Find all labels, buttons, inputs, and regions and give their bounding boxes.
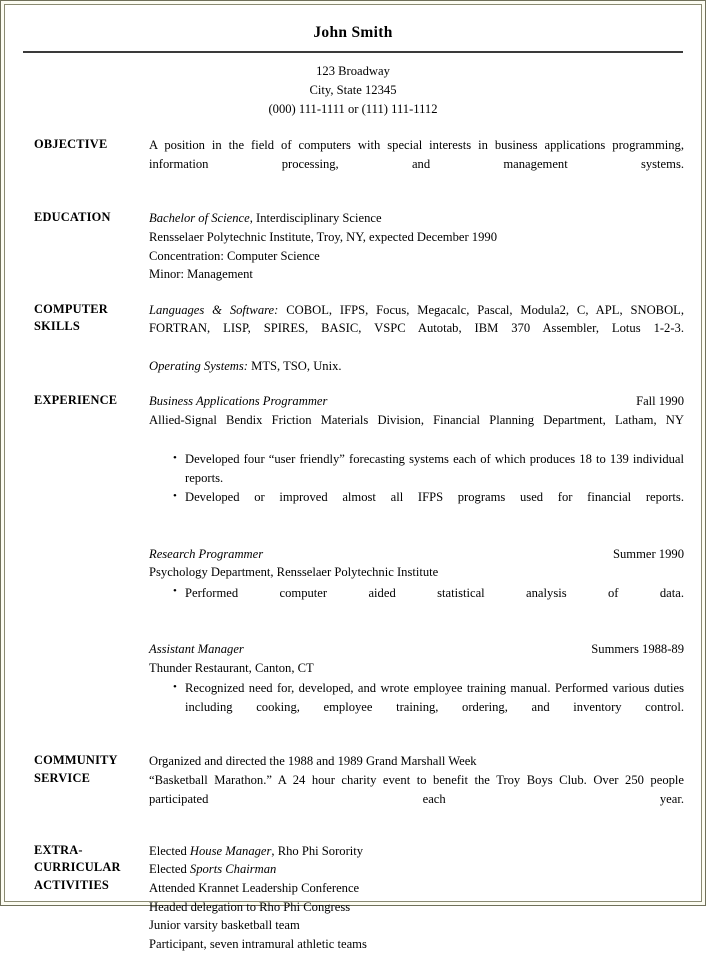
contact-block [21, 53, 685, 119]
section-education [21, 192, 685, 284]
activity-item: Headed delegation to Rho Phi Congress [149, 899, 351, 914]
experience-job [149, 640, 684, 735]
section-label-education: EDUCATION [34, 210, 111, 225]
section-computer-skills [21, 284, 685, 376]
contact-city-state-zip: City, State 12345 [309, 83, 397, 98]
activity-item: Attended Krannet Leadership Conference [149, 881, 360, 896]
contact-phones: (000) 111-1111 or (111) 111-1112 [268, 102, 438, 117]
section-label-line-1: COMPUTER [34, 301, 108, 316]
objective-text: A position in the field of computers with special interests in business applications programming, information processing, and management systems. [149, 138, 684, 172]
skills-languages-line [149, 301, 684, 357]
education-concentration: Concentration: Computer Science [149, 248, 320, 263]
skills-os-line [149, 357, 684, 376]
section-community-service [21, 735, 685, 827]
job-bullet: • Performed computer aided statistical analysis of data. [173, 584, 684, 621]
community-service-body [149, 752, 685, 827]
experience-job [149, 545, 684, 622]
section-label-line-2: SKILLS [34, 319, 80, 334]
resume-page [4, 4, 702, 951]
job-bullets [149, 679, 684, 735]
activity-post: , Rho Phi Sorority [271, 843, 364, 858]
section-label-computer-skills [21, 301, 149, 336]
job-title: Assistant Manager [149, 642, 244, 657]
job-title: Business Applications Programmer [149, 394, 328, 409]
education-minor: Minor: Management [149, 267, 253, 282]
extracurricular-body [149, 842, 685, 954]
contact-address: 123 Broadway [316, 64, 390, 79]
job-header [149, 392, 684, 411]
skills-languages-text: COBOL, IFPS, Focus, Megacalc, Pascal, Modula2, C, APL, SNOBOL, FORTRAN, LISP, SPIRES, BASIC, VSPC Autotab, IBM 370 Assembler, Lotus 1-2-3. [149, 302, 685, 336]
job-employer: Allied-Signal Bendix Friction Materials Division, Financial Planning Department, Latham, NY [149, 412, 684, 427]
section-label-line-2: SERVICE [34, 770, 91, 785]
section-label-experience: EXPERIENCE [34, 393, 118, 408]
section-label-line-1: EXTRA- [34, 842, 83, 857]
job-title: Research Programmer [149, 546, 264, 561]
section-label-line-3: ACTIVITIES [34, 878, 109, 893]
activity-role: House Manager [189, 843, 272, 858]
section-label-line-2: CURRICULAR [34, 860, 121, 875]
education-degree-field: , Interdisciplinary Science [249, 211, 382, 226]
activity-pre: Elected [149, 843, 190, 858]
job-employer: Thunder Restaurant, Canton, CT [149, 660, 314, 675]
job-employer: Psychology Department, Rensselaer Polytechnic Institute [149, 565, 439, 580]
education-body [149, 209, 685, 284]
resume-header [21, 5, 685, 119]
community-service-line-1: Organized and directed the 1988 and 1989 Grand Marshall Week [149, 754, 477, 769]
job-bullets [149, 584, 684, 621]
skills-os-heading: Operating Systems: [149, 358, 248, 373]
community-service-line-2: “Basketball Marathon.” A 24 hour charity event to benefit the Troy Boys Club. Over 250 people participated each year. [149, 772, 684, 806]
experience-body [149, 392, 685, 735]
activity-pre: Elected [149, 862, 190, 877]
education-degree-line [149, 209, 684, 228]
section-label-line-1: COMMUNITY [34, 753, 118, 768]
job-bullet: • Developed or improved almost all IFPS programs used for financial reports. [173, 488, 684, 525]
computer-skills-body [149, 301, 685, 376]
section-label-community-service [21, 752, 149, 787]
activity-item [149, 842, 684, 861]
section-label-extracurricular [21, 842, 149, 895]
job-bullets [149, 450, 684, 526]
education-institution: Rensselaer Polytechnic Institute, Troy, NY, expected December 1990 [149, 229, 497, 244]
job-bullet: • Recognized need for, developed, and wrote employee training manual. Performed various duties including cooking, employee training, ordering, and inventory control. [173, 679, 684, 735]
section-experience [21, 375, 685, 735]
job-date: Summer 1990 [612, 546, 684, 561]
section-extracurricular [21, 827, 685, 954]
activity-item: Junior varsity basketball team [149, 918, 300, 933]
job-date: Fall 1990 [636, 394, 684, 409]
skills-os-text: MTS, TSO, Unix. [248, 358, 342, 373]
activity-item [149, 860, 684, 879]
experience-job [149, 392, 684, 525]
section-objective [21, 119, 685, 192]
section-label-objective: OBJECTIVE [34, 137, 108, 152]
job-date: Summers 1988-89 [591, 642, 684, 657]
activity-item: Participant, seven intramural athletic teams [149, 936, 367, 951]
activity-role: Sports Chairman [189, 862, 277, 877]
page-title: John Smith [313, 24, 393, 41]
job-header [149, 640, 684, 659]
job-bullet: • Developed four “user friendly” forecasting systems each of which produces 18 to 139 individual reports. [173, 450, 684, 487]
skills-languages-heading: Languages & Software: [149, 302, 279, 317]
job-header [149, 545, 684, 564]
education-degree: Bachelor of Science [149, 211, 250, 226]
